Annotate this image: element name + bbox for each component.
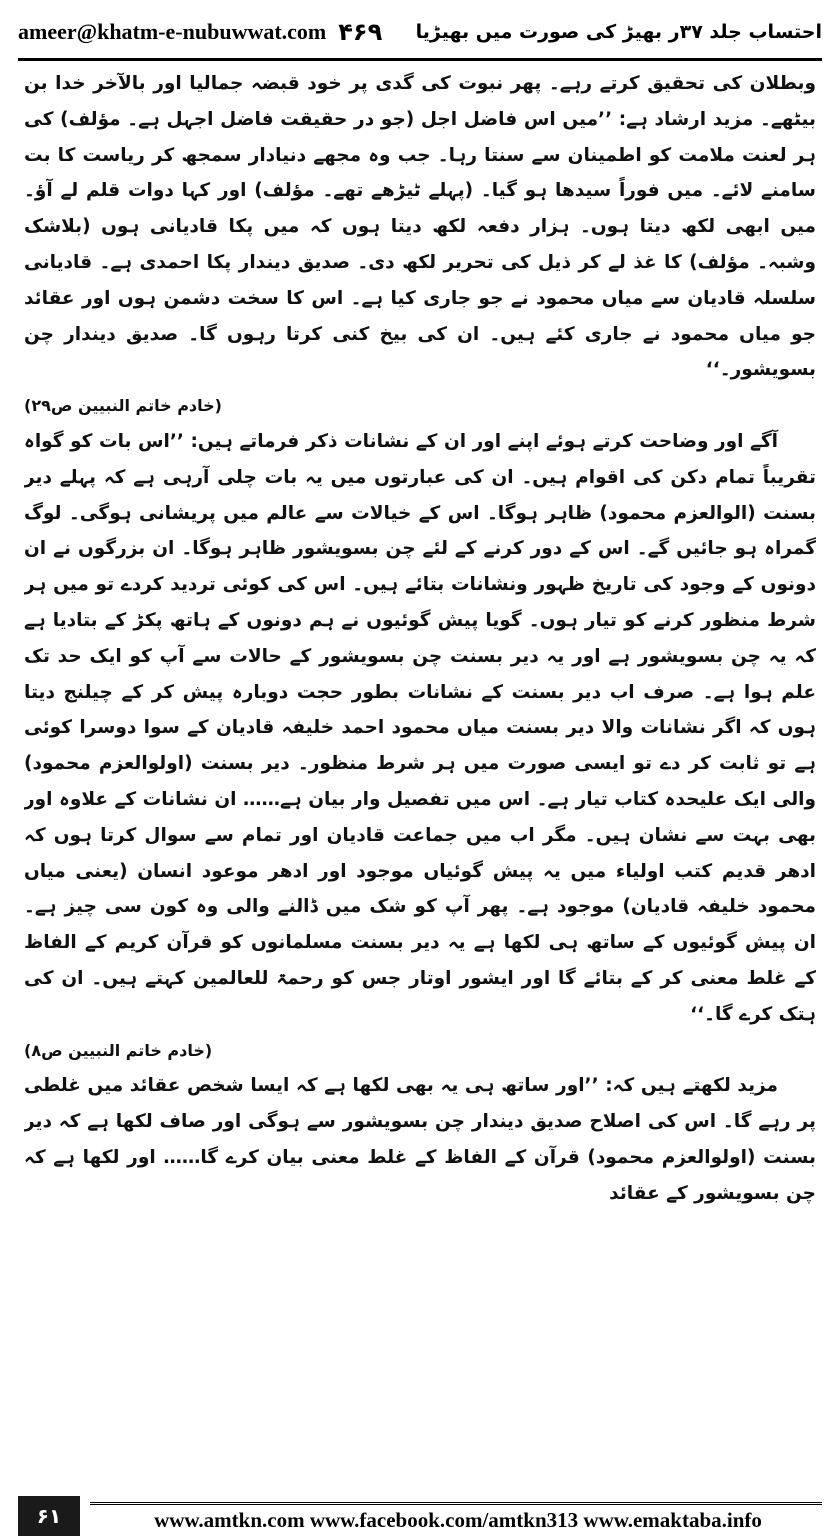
reference-1-row [24,388,816,424]
header-left [18,18,382,46]
footer-divider [90,1502,822,1505]
paragraph-3: مزید لکھتے ہیں کہ: ’’اور ساتھ ہی یہ بھی لکھا ہے کہ ایسا شخص عقائد میں غلطی پر رہے گا۔ اس کی اصلاح صدیق دیندار چن بسویشور سے ہوگی اور صاف لکھا ہے کہ دیر بسنت (اولوالعزم محمود) قرآن کے الفاظ کے غلط معنی بیان کرے گا…… اور لکھا ہے کہ چن بسویشور کے عقائد [24,1075,816,1204]
page-body [24,66,816,1486]
header-divider [18,58,822,61]
header-page-number: ۴۶۹ [338,18,383,46]
page-header [18,10,822,54]
header-email: ameer@khatm-e-nubuwwat.com [18,19,327,44]
header-title: احتساب جلد ۳۷ر بھیڑ کی صورت میں بھیڑیا [415,21,822,43]
footer-links: www.amtkn.com www.facebook.com/amtkn313 www.emaktaba.info [154,1507,762,1532]
page-footer [18,1496,822,1536]
reference-1: (خادم خاتم النبیین ص۲۹) [24,396,222,416]
paragraph-1: وبطلان کی تحقیق کرتے رہے۔ پھر نبوت کی گدی پر خود قبضہ جمالیا اور بالآخر خدا بن بیٹھے۔ مزید ارشاد ہے: ’’میں اس فاضل اجل (جو در حقیقت فاضل اجہل ہے۔ مؤلف) کی ہر لعنت ملامت کو اطمینان سے سنتا رہا۔ جب وہ مجھے دنیادار سمجھ کر ریاست کا بت سامنے لائے۔ میں فوراً سیدھا ہو گیا۔ (پہلے ٹیڑھے تھے۔ مؤلف) اور کہا دوات قلم لے آؤ۔ میں ابھی لکھ دیتا ہوں۔ ہزار دفعہ لکھ دیتا ہوں کہ میں پکا قادیانی ہوں (بلاشک وشبہ۔ مؤلف) کا غذ لے کر ذیل کی تحریر لکھ دی۔ صدیق دیندار پکا احمدی ہے۔ قادیانی سلسلہ قادیان سے میاں محمود نے جو جاری کیا ہے۔ اس کا سخت دشمن ہوں اور عقائد جو میاں محمود نے جاری کئے ہیں۔ ان کی بیخ کنی کرتا رہوں گا۔ صدیق دیندار چن بسویشور۔‘‘ [24,73,816,381]
footer-page-number: ۶۱ [18,1496,80,1536]
reference-2-row [24,1033,816,1069]
reference-2: (خادم خاتم النبیین ص۸) [24,1040,213,1060]
paragraph-2: آگے اور وضاحت کرتے ہوئے اپنے اور ان کے نشانات ذکر فرماتے ہیں: ’’اس بات کو گواہ تقریباً تمام دکن کی اقوام ہیں۔ ان کی عبارتوں میں یہ بات چلی آرہی ہے کہ پہلے دیر بسنت (الوالعزم محمود) ظاہر ہوگا۔ اس کے خیالات سے عالم میں پریشانی ہوگی۔ لوگ گمراہ ہو جائیں گے۔ اس کے دور کرنے کے لئے چن بسویشور ظاہر ہوگا۔ ان بزرگوں نے ان دونوں کے وجود کی تاریخ ظہور ونشانات بتائے ہیں۔ اس کی کوئی تردید کردے تو میں ہر شرط منظور کرنے کو تیار ہوں۔ گویا پیش گوئیوں نے ہم دونوں کے ہاتھ پکڑ کے بتادیا ہے کہ یہ چن بسویشور ہے اور یہ دیر بسنت چن بسویشور کے حالات سے آپ کو ایک حد تک علم ہوا ہے۔ صرف اب دیر بسنت کے نشانات بطور حجت دوبارہ پیش کر کے چیلنج دیتا ہوں کہ اگر نشانات والا دیر بسنت میاں محمود احمد خلیفہ قادیان کے سوا دوسرا کوئی ہے تو ثابت کر دے تو ایسی صورت میں ہر شرط منظور۔ دیر بسنت (اولوالعزم محمود) والی ایک علیحدہ کتاب تیار ہے۔ اس میں تفصیل وار بیان ہے…… ان نشانات کے علاوہ اور بھی بہت سے نشان ہیں۔ مگر اب میں جماعت قادیان اور تمام سے سوال کرتا ہوں کہ ادھر قدیم کتب اولیاء میں یہ پیش گوئیاں موجود اور ادھر موعود انسان (یعنی میاں محمود خلیفہ قادیان) موجود ہے۔ پھر آپ کو شک میں ڈالنے والی وہ کون سی چیز ہے۔ ان پیش گوئیوں کے ساتھ ہی لکھا ہے یہ دیر بسنت مسلمانوں کو قرآن کریم کے الفاظ کے غلط معنی کر کے بتائے گا اور ایشور اوتار جس کو رحمۃ للعالمین کہتے ہیں۔ ان کی ہتک کرے گا۔‘‘ [24,430,816,1025]
